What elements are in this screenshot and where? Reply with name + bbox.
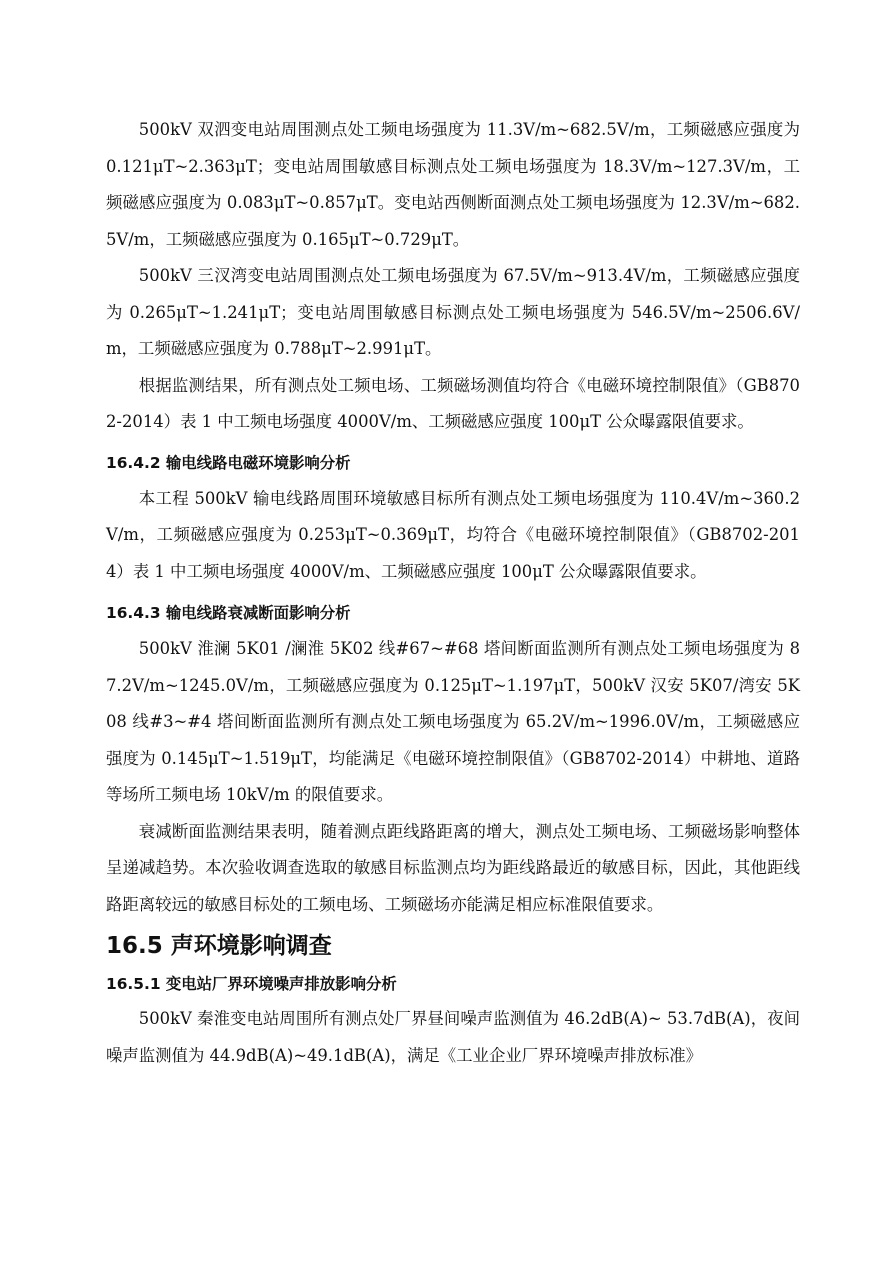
paragraph-shuangsi-substation: 500kV 双泗变电站周围测点处工频电场强度为 11.3V/m~682.5V/m，工频磁感应强度为 0.121μT~2.363μT；变电站周围敏感目标测点处工频电场强度为 18.3V/m~127.3V/m，工频磁感应强度为 0.083μT~0.857μT。变电站西侧断面测点处工频电场强度为 12.3V/m~682.5V/m，工频磁感应强度为 0.165μT~0.729μT。 [106, 120, 800, 249]
heading-16-5-1: 16.5.1 变电站厂界环境噪声排放影响分析 [106, 975, 397, 993]
paragraph-attenuation-section: 500kV 淮澜 5K01 /澜淮 5K02 线#67~#68 塔间断面监测所有测点处工频电场强度为 87.2V/m~1245.0V/m，工频磁感应强度为 0.125μT~1.197μT，500kV 汉安 5K07/湾安 5K08 线#3~#4 塔间断面监测所有测点处工频电场强度为 65.2V/m~1996.0V/m，工频磁感应强度为 0.145μT~1.519μT，均能满足《电磁环境控制限值》（GB8702-2014）中耕地、道路等场所工频电场 10kV/m 的限值要求。 [106, 639, 800, 804]
heading-16-4-3: 16.4.3 输电线路衰减断面影响分析 [106, 604, 351, 622]
paragraph-qinhuai-noise: 500kV 秦淮变电站周围所有测点处厂界昼间噪声监测值为 46.2dB(A)~ 53.7dB(A)，夜间噪声监测值为 44.9dB(A)~49.1dB(A)，满足《工业企业厂界环境噪声排放标准》 [106, 1009, 800, 1065]
heading-16-4-2: 16.4.2 输电线路电磁环境影响分析 [106, 453, 351, 472]
document-page [106, 112, 800, 1074]
paragraph-transmission-line-em: 本工程 500kV 输电线路周围环境敏感目标所有测点处工频电场强度为 110.4V/m~360.2V/m，工频磁感应强度为 0.253μT~0.369μT，均符合《电磁环境控制限值》（GB8702-2014）表 1 中工频电场强度 4000V/m、工频磁感应强度 100μT 公众曝露限值要求。 [106, 488, 800, 581]
paragraph-monitoring-conclusion: 根据监测结果，所有测点处工频电场、工频磁场测值均符合《电磁环境控制限值》（GB8702-2014）表 1 中工频电场强度 4000V/m、工频磁感应强度 100μT 公众曝露限值要求。 [106, 375, 800, 431]
heading-16-5: 16.5 声环境影响调查 [106, 933, 332, 959]
paragraph-sanchawan-substation: 500kV 三汊湾变电站周围测点处工频电场强度为 67.5V/m~913.4V/m，工频磁感应强度为 0.265μT~1.241μT；变电站周围敏感目标测点处工频电场强度为 546.5V/m~2506.6V/m，工频磁感应强度为 0.788μT~2.991μT。 [106, 266, 800, 358]
paragraph-attenuation-conclusion: 衰减断面监测结果表明，随着测点距线路距离的增大，测点处工频电场、工频磁场影响整体呈递减趋势。本次验收调查选取的敏感目标监测点均为距线路最近的敏感目标，因此，其他距线路距离较远的敏感目标处的工频电场、工频磁场亦能满足相应标准限值要求。 [106, 821, 800, 914]
